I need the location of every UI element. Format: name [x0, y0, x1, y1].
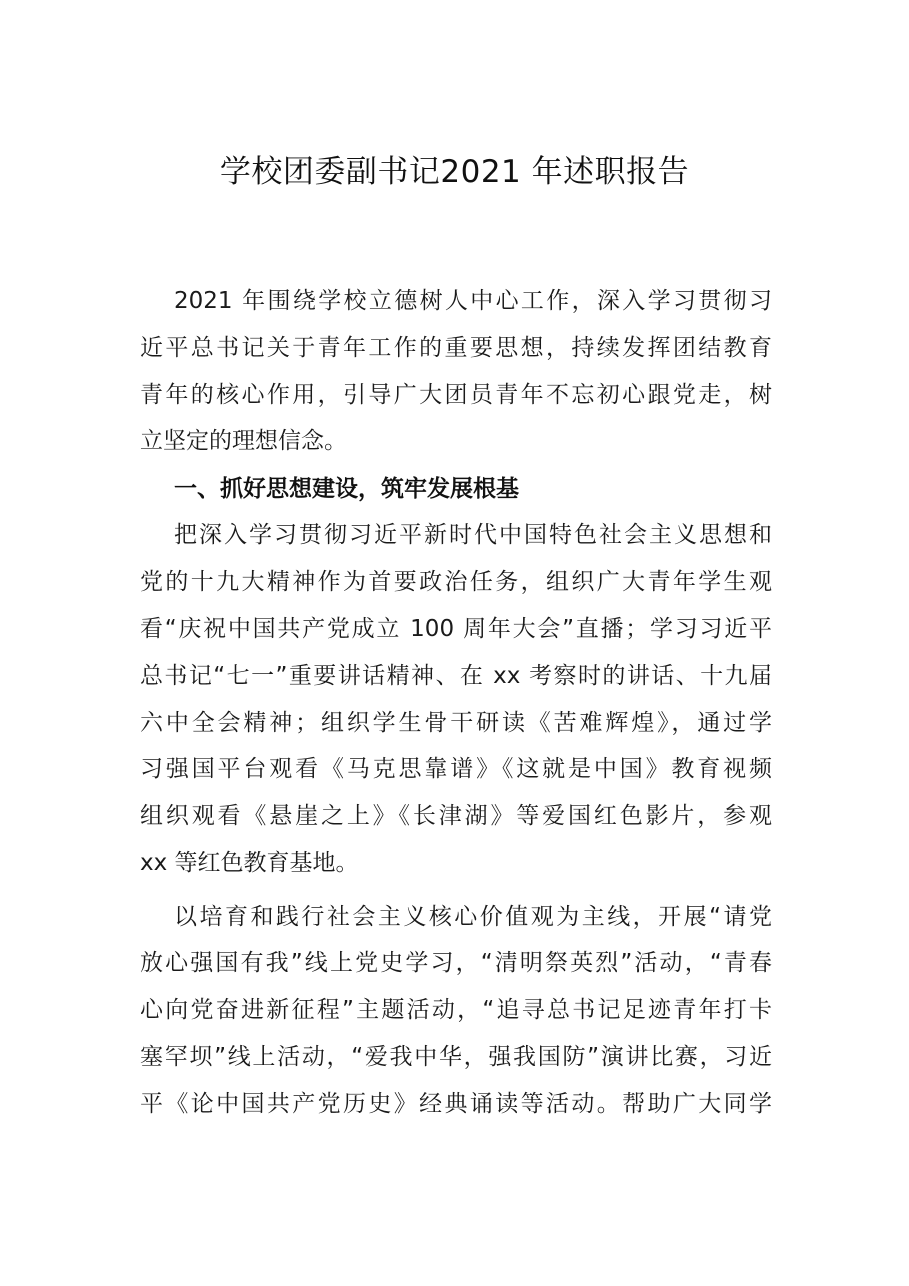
paragraph-2-line-6: 习强国平台观看《马克思靠谱》《这就是中国》教育视频 [140, 756, 772, 782]
paragraph-3-line-2: 放心强国有我”线上党史学习，“清明祭英烈”活动，“青春 [140, 950, 772, 976]
paragraph-3-line-3: 心向党奋进新征程”主题活动，“追寻总书记足迹青年打卡 [140, 997, 772, 1023]
paragraph-2-line-3: 看“庆祝中国共产党成立 100 周年大会”直播；学习习近平 [140, 616, 772, 642]
paragraph-3-line-5: 平《论中国共产党历史》经典诵读等活动。帮助广大同学 [140, 1091, 772, 1117]
paragraph-1-line-3: 青年的核心作用，引导广大团员青年不忘初心跟党走，树 [140, 382, 772, 408]
section-1-heading: 一、抓好思想建设，筑牢发展根基 [174, 476, 519, 502]
paragraph-1-line-4: 立坚定的理想信念。 [140, 428, 347, 454]
document-title: 学校团委副书记2021 年述职报告 [219, 154, 690, 190]
paragraph-2-line-4: 总书记“七一”重要讲话精神、在 xx 考察时的讲话、十九届 [140, 663, 772, 689]
paragraph-3-line-1: 以培育和践行社会主义核心价值观为主线，开展“请党 [174, 904, 772, 930]
paragraph-1-line-2: 近平总书记关于青年工作的重要思想，持续发挥团结教育 [140, 335, 772, 361]
paragraph-2-line-2: 党的十九大精神作为首要政治任务，组织广大青年学生观 [140, 569, 772, 595]
paragraph-2-line-8: xx 等红色教育基地。 [140, 850, 359, 876]
paragraph-2-line-7: 组织观看《悬崖之上》《长津湖》等爱国红色影片，参观 [140, 803, 772, 829]
paragraph-3-line-4: 塞罕坝”线上活动，“爱我中华，强我国防”演讲比赛，习近 [140, 1044, 772, 1070]
paragraph-2-line-1: 把深入学习贯彻习近平新时代中国特色社会主义思想和 [174, 522, 772, 548]
paragraph-1-line-1: 2021 年围绕学校立德树人中心工作，深入学习贯彻习 [174, 288, 772, 314]
paragraph-2-line-5: 六中全会精神；组织学生骨干研读《苦难辉煌》，通过学 [140, 710, 772, 736]
